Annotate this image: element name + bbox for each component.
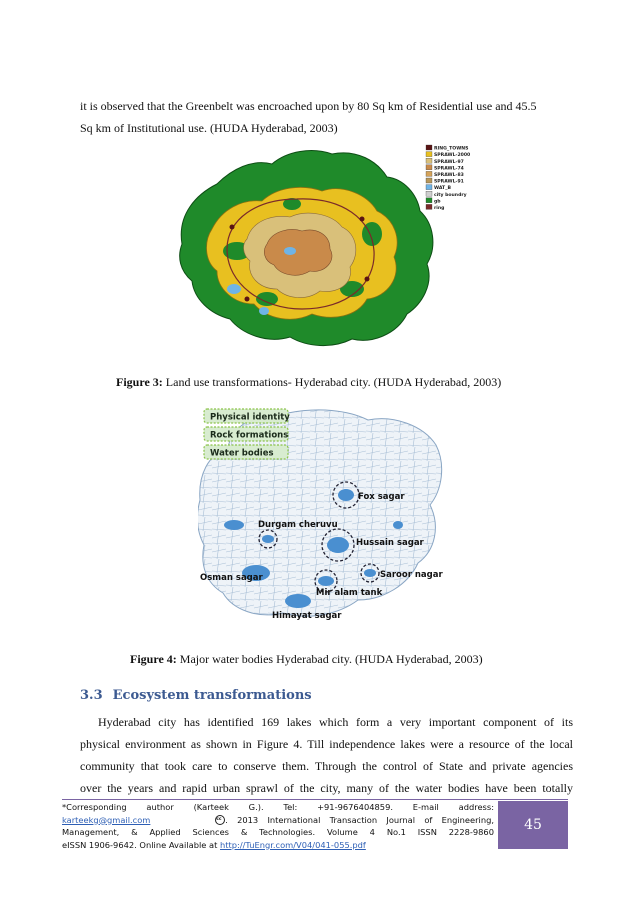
footer-email-line xyxy=(62,814,494,827)
label-fox-sagar: Fox sagar xyxy=(358,492,405,502)
legend-label: SPRAWL-97 xyxy=(434,159,464,165)
label-osman-sagar: Osman sagar xyxy=(200,573,263,583)
figure-4-caption-label: Figure 4: xyxy=(130,652,177,666)
top-paragraph xyxy=(80,95,580,139)
legend-swatch xyxy=(426,198,432,203)
figure-4-legend xyxy=(204,409,290,459)
legend-label: SPRAWL-2000 xyxy=(434,153,471,159)
figure-3-land-use-map xyxy=(172,139,484,351)
legend-label: SPRAWL-91 xyxy=(434,179,464,185)
legend-physical-identity: Physical identity xyxy=(210,412,290,423)
lake-fox-sagar xyxy=(338,489,354,501)
section-heading xyxy=(80,688,312,703)
label-durgam-cheruvu: Durgam cheruvu xyxy=(258,520,338,530)
ring-town xyxy=(230,225,235,230)
section-number: 3.3 xyxy=(80,688,103,703)
legend-swatch xyxy=(426,204,432,209)
footer-issn: eISSN 1906-9642. Online Available at xyxy=(62,839,220,850)
lake-durgam-cheruvu xyxy=(262,535,274,543)
body-paragraph-line-4: over the years and rapid urban sprawl of the city, many of the water bodies have been totally xyxy=(80,781,573,795)
footer-online-line xyxy=(62,839,494,852)
footer-journal-info: Management, & Applied Sciences & Technologies. Volume 4 No.1 ISSN 2228-9860 xyxy=(62,827,494,837)
legend-swatch xyxy=(426,171,432,176)
label-hussain-sagar: Hussain sagar xyxy=(356,538,424,548)
legend-label: SPRAWL-74 xyxy=(434,166,464,172)
figure-3-caption-text: Land use transformations- Hyderabad city. (HUDA Hyderabad, 2003) xyxy=(162,375,502,389)
figure-3-caption xyxy=(116,375,596,390)
footer-url-link[interactable]: http://TuEngr.com/V04/041-055.pdf xyxy=(220,839,366,850)
lake-saroor-nagar xyxy=(364,569,376,577)
lake-hussain-sagar xyxy=(327,537,349,553)
legend-swatch xyxy=(426,158,432,163)
legend-swatch xyxy=(426,145,432,150)
legend-label: RING_TOWNS xyxy=(434,146,469,152)
section-title: Ecosystem transformations xyxy=(112,688,312,703)
body-paragraph-line-3: community that took care to conserve them. Through the control of State and private agencies xyxy=(80,759,573,773)
footer-divider xyxy=(62,799,568,800)
body-paragraph-line-2: physical environment as shown in Figure 4. Till independence lakes were a resource of the local xyxy=(80,737,573,751)
legend-swatch xyxy=(426,165,432,170)
water-body xyxy=(284,247,296,255)
body-paragraph-line-1: Hyderabad city has identified 169 lakes which form a very important component of its xyxy=(98,715,573,729)
top-paragraph-line-1: it is observed that the Greenbelt was encroached upon by 80 Sq km of Residential use and 45.5 xyxy=(80,99,537,113)
legend-label: city boundry xyxy=(434,192,467,198)
legend-swatch xyxy=(426,185,432,190)
legend-label: ring xyxy=(434,206,445,211)
label-mir-alam-tank: Mir alam tank xyxy=(316,588,383,598)
body-paragraph xyxy=(80,711,573,799)
ring-town xyxy=(365,277,370,282)
lake-mir-alam-tank xyxy=(318,576,334,586)
page-number: 45 xyxy=(524,817,542,833)
figure-3-caption-label: Figure 3: xyxy=(116,375,163,389)
legend-swatch xyxy=(426,152,432,157)
page-number-box xyxy=(498,801,568,849)
ring-town xyxy=(245,297,250,302)
top-paragraph-line-2: Sq km of Institutional use. (HUDA Hyderabad, 2003) xyxy=(80,121,338,135)
figure-3-legend xyxy=(426,145,470,211)
label-saroor-nagar: Saroor nagar xyxy=(380,570,443,580)
water-body xyxy=(259,307,269,315)
legend-label: SPRAWL-83 xyxy=(434,173,464,178)
legend-rock-formations: Rock formations xyxy=(210,430,289,441)
creative-commons-icon: cc xyxy=(215,815,225,825)
figure-4-caption xyxy=(130,652,550,667)
footer-corresponding-author: *Corresponding author (Karteek G.). Tel: +91-9676404859. E-mail address: xyxy=(62,802,494,812)
legend-label: WAT_B xyxy=(434,186,451,192)
lake-himayat-sagar xyxy=(285,594,311,608)
footer-notes xyxy=(62,801,494,851)
ring-town xyxy=(360,217,365,222)
legend-swatch xyxy=(426,178,432,183)
footer-copyright: . 2013 International Transaction Journal of Engineering, xyxy=(225,814,494,825)
water-body xyxy=(227,284,241,294)
figure-4-caption-text: Major water bodies Hyderabad city. (HUDA Hyderabad, 2003) xyxy=(176,652,483,666)
legend-water-bodies: Water bodies xyxy=(210,448,274,459)
figure-4-water-bodies-map xyxy=(198,405,444,623)
legend-swatch xyxy=(426,191,432,196)
label-himayat-sagar: Himayat sagar xyxy=(272,611,342,621)
footer-email-link[interactable]: karteekg@gmail.com xyxy=(62,814,151,825)
legend-label: gb xyxy=(434,199,441,205)
